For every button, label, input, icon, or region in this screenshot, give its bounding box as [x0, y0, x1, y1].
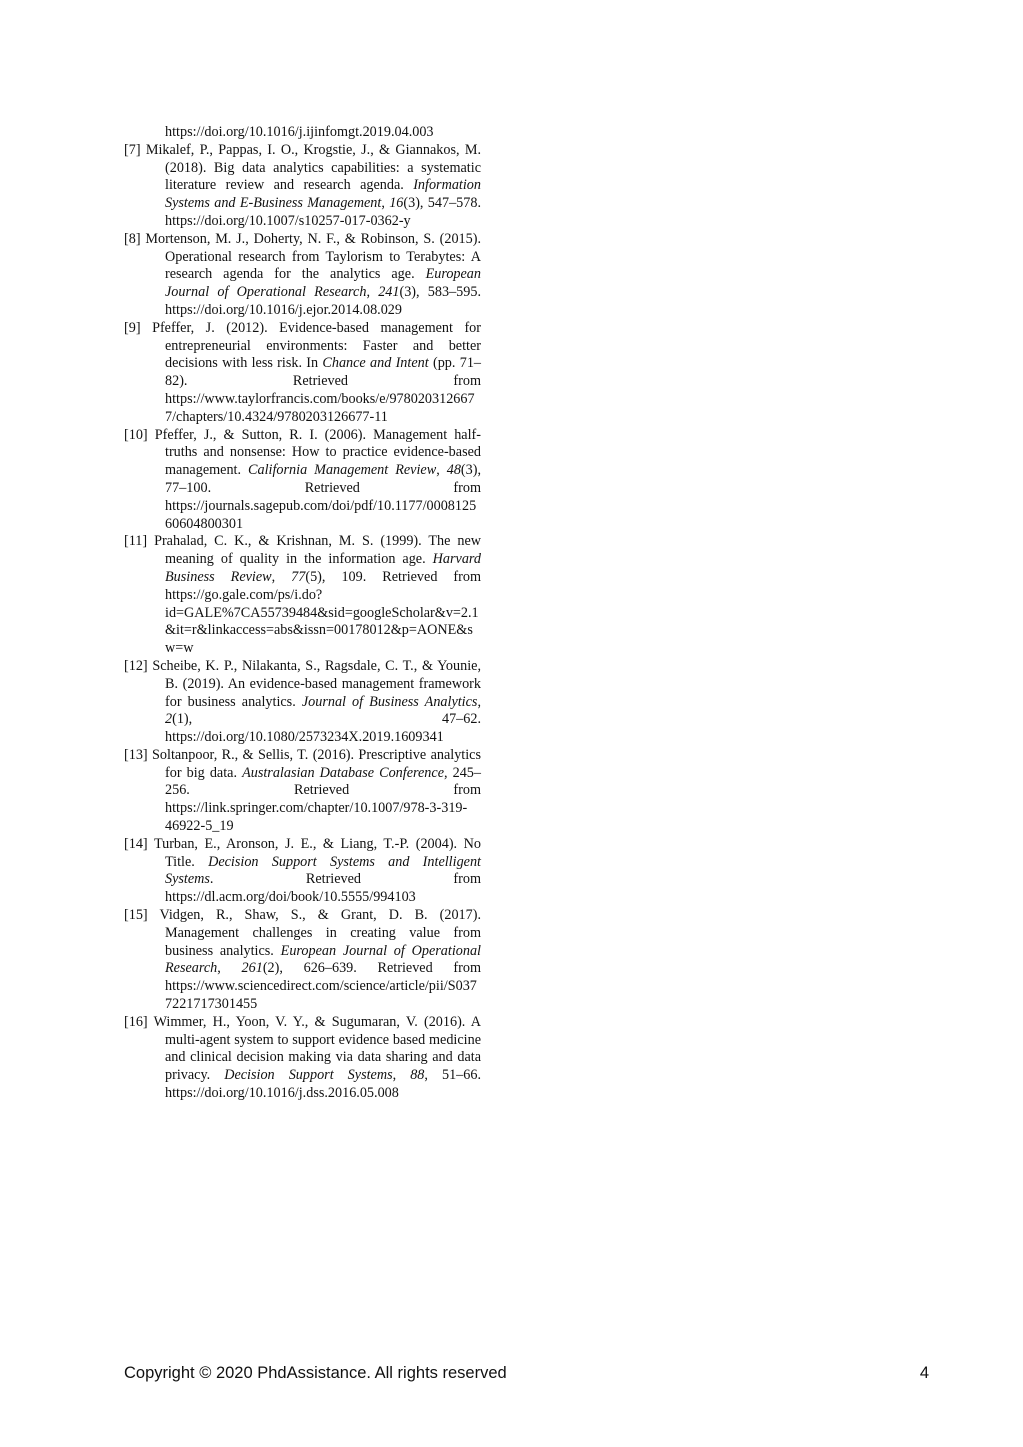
reference-volume: 16: [389, 195, 404, 212]
copyright-notice: Copyright © 2020 PhdAssistance. All rights reserved: [124, 1364, 507, 1382]
references-column: [124, 124, 481, 1103]
page-footer: [124, 1364, 929, 1383]
reference-separator: ,: [217, 960, 242, 977]
reference-volume: 48: [446, 462, 461, 479]
reference-number: [13]: [124, 746, 148, 763]
reference-source: Decision Support Systems and Intelligent Systems: [165, 853, 481, 888]
reference-entry: [124, 142, 481, 231]
reference-entry: [124, 427, 481, 534]
reference-separator: ,: [366, 284, 379, 301]
reference-number: [15]: [124, 907, 148, 924]
reference-source: Journal of Business Analytics: [301, 693, 478, 710]
reference-entry: [124, 533, 481, 658]
reference-entry: [124, 836, 481, 907]
reference-volume: 261: [241, 960, 263, 977]
page-number: 4: [919, 1364, 929, 1382]
reference-source: Information Systems and E-Business Management: [165, 177, 481, 212]
reference-entry: [124, 658, 481, 747]
reference-authors: Pfeffer, J., & Sutton, R. I. (2006). Management half-truths and nonsense: How to practice evidence-based management.: [154, 426, 482, 479]
reference-authors: Vidgen, R., Shaw, S., & Grant, D. B. (2017). Management challenges in creating value from business analytics.: [159, 907, 481, 959]
reference-authors: Scheibe, K. P., Nilakanta, S., Ragsdale, C. T., & Younie, B. (2019). An evidence-based management framework for business analytics.: [152, 657, 481, 710]
reference-details[interactable]: . Retrieved from https://dl.acm.org/doi/book/10.5555/994103: [165, 871, 481, 906]
reference-separator: ,: [477, 693, 481, 710]
reference-separator: ,: [271, 568, 292, 585]
reference-number: [9]: [124, 319, 141, 336]
reference-separator: ,: [392, 1067, 411, 1084]
reference-source: Australasian Database Conference: [242, 764, 444, 781]
reference-entry: [124, 1014, 481, 1103]
reference-volume: 241: [378, 284, 400, 301]
reference-authors: Turban, E., Aronson, J. E., & Liang, T.-P. (2004). No Title.: [153, 835, 481, 870]
reference-details[interactable]: (1), 47–62. https://doi.org/10.1080/2573234X.2019.1609341: [165, 711, 481, 746]
reference-details[interactable]: (pp. 71–82). Retrieved from https://www.taylorfrancis.com/books/e/9780203126677/chapters/10.4324/9780203126677-11: [165, 355, 482, 425]
reference-details[interactable]: (5), 109. Retrieved from https://go.gale.com/ps/i.do?id=GALE%7CA55739484&sid=googleScholar&v=2.1&it=r&linkaccess=abs&issn=00178012&p=AONE&sw=w: [165, 568, 481, 657]
reference-volume: 88: [410, 1067, 425, 1084]
reference-source: Decision Support Systems: [224, 1067, 393, 1084]
reference-authors: Soltanpoor, R., & Sellis, T. (2016). Prescriptive analytics for big data.: [152, 746, 481, 781]
reference-entry: [124, 231, 481, 320]
reference-authors: Mortenson, M. J., Doherty, N. F., & Robinson, S. (2015). Operational research from Taylorism to Terabytes: A research agenda for the analytics age.: [145, 230, 481, 283]
reference-details[interactable]: (2), 626–639. Retrieved from https://www.sciencedirect.com/science/article/pii/S0377221717301455: [165, 960, 481, 1013]
reference-authors: Pfeffer, J. (2012). Evidence-based management for entrepreneurial environments: Faster and better decisions with less risk. In: [152, 319, 481, 372]
reference-number: [12]: [124, 657, 148, 674]
reference-volume: 77: [291, 568, 306, 585]
reference-continuation[interactable]: https://doi.org/10.1016/j.ijinfomgt.2019.04.003: [165, 124, 434, 140]
reference-entry: [124, 907, 481, 1014]
reference-details[interactable]: , 51–66. https://doi.org/10.1016/j.dss.2016.05.008: [165, 1067, 481, 1102]
reference-details[interactable]: (3), 583–595. https://doi.org/10.1016/j.ejor.2014.08.029: [165, 284, 481, 318]
reference-number: [16]: [124, 1013, 148, 1030]
reference-entry: [124, 320, 481, 427]
reference-details[interactable]: , 245–256. Retrieved from https://link.springer.com/chapter/10.1007/978-3-319-46922-5_19: [165, 764, 481, 835]
reference-list: [124, 142, 481, 1103]
reference-separator: ,: [436, 462, 447, 479]
reference-entry: [124, 747, 481, 836]
reference-details[interactable]: (3), 77–100. Retrieved from https://journals.sagepub.com/doi/pdf/10.1177/000812560604800301: [165, 462, 482, 532]
reference-source: California Management Review: [248, 462, 437, 479]
reference-source: Chance and Intent: [322, 355, 429, 372]
reference-details[interactable]: (3), 547–578. https://doi.org/10.1007/s10257-017-0362-y: [165, 195, 481, 229]
reference-separator: ,: [381, 195, 390, 212]
reference-number: [14]: [124, 835, 148, 852]
reference-number: [10]: [124, 426, 148, 443]
reference-authors: Wimmer, H., Yoon, V. Y., & Sugumaran, V. (2016). A multi-agent system to support evidence based medicine and clinical decision making via data sharing and data privacy.: [153, 1013, 481, 1084]
reference-authors: Prahalad, C. K., & Krishnan, M. S. (1999). The new meaning of quality in the information age.: [154, 533, 481, 568]
reference-source: European Journal of Operational Research: [165, 942, 481, 977]
reference-authors: Mikalef, P., Pappas, I. O., Krogstie, J., & Giannakos, M. (2018). Big data analytics capabilities: a systematic literature review and research agenda.: [145, 141, 481, 194]
reference-source: Harvard Business Review: [165, 551, 481, 585]
reference-number: [7]: [124, 141, 141, 158]
reference-source: European Journal of Operational Research: [165, 266, 481, 301]
reference-number: [11]: [124, 533, 148, 550]
reference-number: [8]: [124, 230, 141, 247]
reference-volume: 2: [165, 711, 173, 728]
